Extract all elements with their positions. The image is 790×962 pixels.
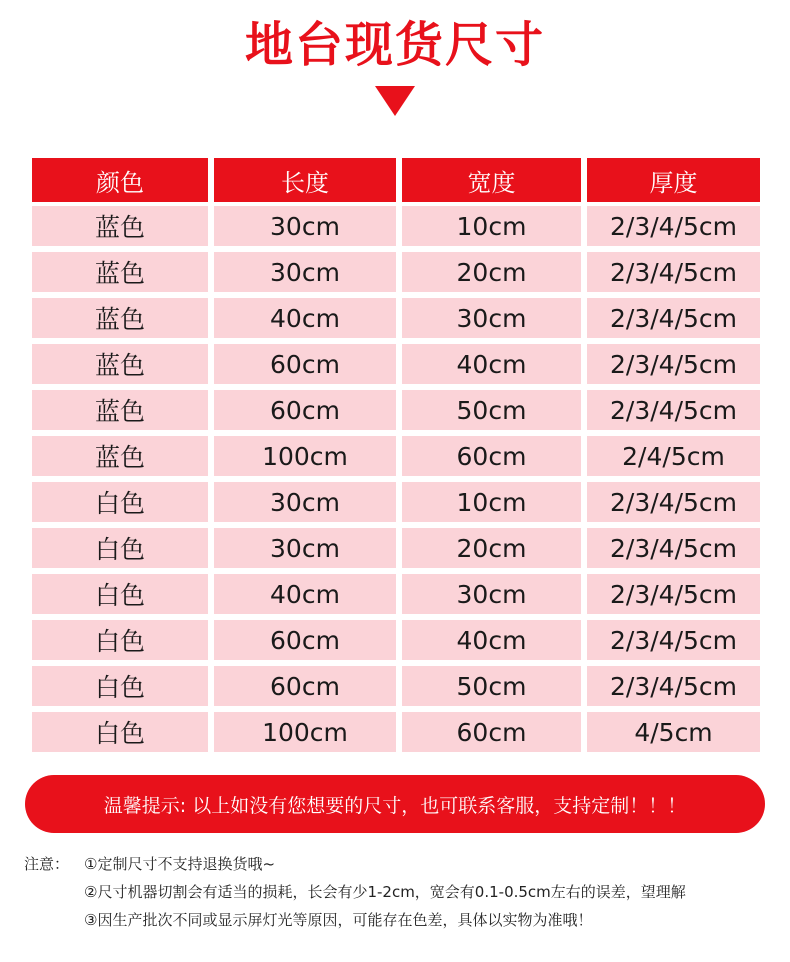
cell-length: 30cm — [214, 482, 396, 522]
cell-width: 10cm — [402, 482, 581, 522]
cell-color: 白色 — [32, 666, 208, 706]
cell-width: 30cm — [402, 574, 581, 614]
cell-length: 30cm — [214, 206, 396, 246]
cell-width: 60cm — [402, 712, 581, 752]
down-triangle-icon — [375, 86, 415, 116]
cell-thickness: 2/3/4/5cm — [587, 252, 760, 292]
cell-length: 60cm — [214, 390, 396, 430]
cell-thickness: 2/3/4/5cm — [587, 344, 760, 384]
size-table — [32, 158, 760, 758]
table-row — [32, 528, 760, 568]
cell-color: 白色 — [32, 528, 208, 568]
cell-color: 白色 — [32, 574, 208, 614]
cell-thickness: 2/3/4/5cm — [587, 298, 760, 338]
cell-width: 40cm — [402, 344, 581, 384]
table-header-row — [32, 158, 760, 202]
cell-thickness: 2/3/4/5cm — [587, 620, 760, 660]
cell-thickness: 2/3/4/5cm — [587, 528, 760, 568]
table-row — [32, 620, 760, 660]
note-indent — [24, 878, 84, 906]
cell-length: 40cm — [214, 574, 396, 614]
cell-thickness: 2/3/4/5cm — [587, 390, 760, 430]
cell-color: 蓝色 — [32, 344, 208, 384]
header-color: 颜色 — [32, 158, 208, 202]
cell-length: 60cm — [214, 344, 396, 384]
cell-color: 白色 — [32, 712, 208, 752]
note-item: ①定制尺寸不支持退换货哦~ — [84, 855, 276, 873]
cell-length: 100cm — [214, 436, 396, 476]
cell-length: 40cm — [214, 298, 396, 338]
table-row — [32, 436, 760, 476]
note-line-2 — [24, 878, 784, 906]
cell-color: 蓝色 — [32, 206, 208, 246]
cell-width: 20cm — [402, 528, 581, 568]
cell-color: 蓝色 — [32, 436, 208, 476]
notice-banner: 温馨提示: 以上如没有您想要的尺寸，也可联系客服，支持定制！！！ — [25, 775, 765, 833]
cell-length: 30cm — [214, 528, 396, 568]
table-body — [32, 206, 760, 752]
cell-width: 20cm — [402, 252, 581, 292]
table-row — [32, 344, 760, 384]
cell-color: 蓝色 — [32, 252, 208, 292]
cell-color: 蓝色 — [32, 298, 208, 338]
cell-thickness: 2/3/4/5cm — [587, 574, 760, 614]
cell-width: 30cm — [402, 298, 581, 338]
header-length: 长度 — [214, 158, 396, 202]
note-item: ③因生产批次不同或显示屏灯光等原因，可能存在色差，具体以实物为准哦！ — [84, 911, 593, 929]
cell-thickness: 2/3/4/5cm — [587, 206, 760, 246]
cell-color: 蓝色 — [32, 390, 208, 430]
cell-thickness: 4/5cm — [587, 712, 760, 752]
table-row — [32, 390, 760, 430]
note-line-3 — [24, 906, 784, 934]
table-row — [32, 574, 760, 614]
cell-color: 白色 — [32, 620, 208, 660]
note-indent — [24, 906, 84, 934]
cell-width: 50cm — [402, 666, 581, 706]
cell-width: 10cm — [402, 206, 581, 246]
page-title: 地台现货尺寸 — [244, 17, 545, 73]
note-line-1 — [24, 850, 784, 878]
cell-thickness: 2/4/5cm — [587, 436, 760, 476]
cell-thickness: 2/3/4/5cm — [587, 482, 760, 522]
table-row — [32, 206, 760, 246]
table-row — [32, 482, 760, 522]
cell-width: 60cm — [402, 436, 581, 476]
header-width: 宽度 — [402, 158, 581, 202]
cell-length: 100cm — [214, 712, 396, 752]
notes-section — [24, 850, 784, 934]
note-item: ②尺寸机器切割会有适当的损耗，长会有少1-2cm，宽会有0.1-0.5cm左右的误差，望理解 — [84, 883, 686, 901]
cell-length: 30cm — [214, 252, 396, 292]
header-thickness: 厚度 — [587, 158, 760, 202]
cell-color: 白色 — [32, 482, 208, 522]
cell-thickness: 2/3/4/5cm — [587, 666, 760, 706]
cell-length: 60cm — [214, 666, 396, 706]
table-row — [32, 252, 760, 292]
cell-width: 50cm — [402, 390, 581, 430]
cell-length: 60cm — [214, 620, 396, 660]
cell-width: 40cm — [402, 620, 581, 660]
table-row — [32, 666, 760, 706]
notes-label: 注意： — [24, 855, 70, 873]
table-row — [32, 712, 760, 752]
table-row — [32, 298, 760, 338]
